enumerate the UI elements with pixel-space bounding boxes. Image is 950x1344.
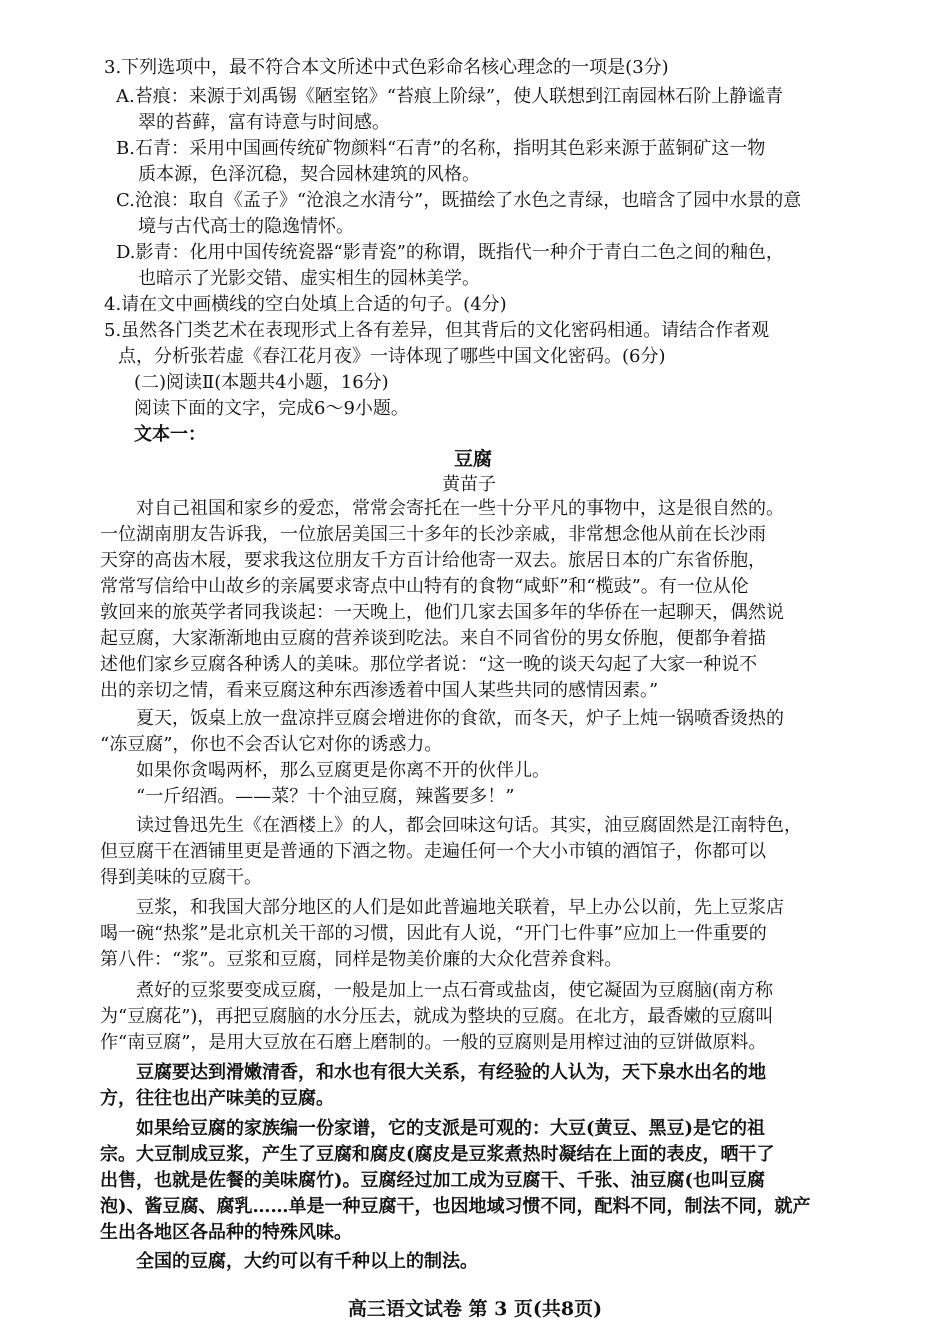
article-line: 泡)、酱豆腐、腐乳……单是一种豆腐干，也因地域习惯不同，配料不同，制法不同，就产 [100,1196,811,1217]
article-line: 对自己祖国和家乡的爱恋，常常会寄托在一些十分平凡的事物中，这是很自然的。 [136,498,784,519]
article-line: 作“南豆腐”，是用大豆放在石磨上磨制的。一般的豆腐则是用榨过油的豆饼做原料。 [100,1032,767,1053]
article-line: 如果给豆腐的家族编一份家谱，它的支派是可观的：大豆(黄豆、黑豆)是它的祖 [136,1118,766,1139]
question-3-option-a-cont: 翠的苔藓，富有诗意与时间感。 [138,112,390,133]
section-instruction: 阅读下面的文字，完成6～9小题。 [134,398,409,419]
text-one-label: 文本一： [134,424,206,445]
question-3-option-c-cont: 境与古代高士的隐逸情怀。 [138,216,354,237]
article-line: 但豆腐干在酒铺里更是普通的下酒之物。走遍任何一个大小市镇的酒馆子，你都可以 [100,841,766,862]
question-3-option-c: C.沧浪：取自《孟子》“沧浪之水清兮”，既描绘了水色之青绿，也暗含了园中水景的意 [116,190,802,211]
section-heading: (二)阅读Ⅱ(本题共4小题，16分) [134,372,389,393]
question-4: 4.请在文中画横线的空白处填上合适的句子。(4分) [104,294,507,315]
article-line: 夏天，饭桌上放一盘凉拌豆腐会增进你的食欲，而冬天，炉子上炖一锅喷香烫热的 [136,708,784,729]
article-line: 如果你贪喝两杯，那么豆腐更是你离不开的伙伴儿。 [136,760,550,781]
question-3-option-a: A.苔痕：来源于刘禹锡《陋室铭》“苔痕上阶绿”，使人联想到江南园林石阶上静谧青 [116,86,784,107]
article-line: 方，往往也出产味美的豆腐。 [100,1088,334,1109]
article-author: 黄苗子 [442,474,496,495]
article-line: 出的亲切之情，看来豆腐这种东西渗透着中国人某些共同的感情因素。” [100,680,659,701]
article-line: 第八件：“浆”。豆浆和豆腐，同样是物美价廉的大众化营养食料。 [100,949,623,970]
article-line: 得到美味的豆腐干。 [100,867,262,888]
article-line: “一斤绍酒。——菜？十个油豆腐，辣酱要多！” [136,786,515,807]
question-5-cont: 点，分析张若虚《春江花月夜》一诗体现了哪些中国文化密码。(6分) [118,346,666,367]
page-footer: 高三语文试卷 第 3 页(共8页) [347,1298,603,1320]
question-3-option-d-cont: 也暗示了光影交错、虚实相生的园林美学。 [138,268,480,289]
article-line: “冻豆腐”，你也不会否认它对你的诱惑力。 [100,734,443,755]
article-line: 起豆腐，大家渐渐地由豆腐的营养谈到吃法。来自不同省份的男女侨胞，便都争着描 [100,628,766,649]
article-line: 为“豆腐花”)，再把豆腐脑的水分压去，就成为整块的豆腐。在北方，最香嫩的豆腐叫 [100,1006,774,1027]
question-3-option-b: B.石青：采用中国画传统矿物颜料“石青”的名称，指明其色彩来源于蓝铜矿这一物 [116,138,766,159]
article-line: 豆腐要达到滑嫩清香，和水也有很大关系，有经验的人认为，天下泉水出名的地 [136,1062,766,1083]
article-line: 豆浆，和我国大部分地区的人们是如此普遍地关联着，早上办公以前，先上豆浆店 [136,897,784,918]
article-line: 敦回来的旅英学者同我谈起：一天晚上，他们几家去国多年的华侨在一起聊天，偶然说 [100,602,784,623]
question-3-stem: 3.下列选项中，最不符合本文所述中式色彩命名核心理念的一项是(3分) [104,57,669,78]
question-3-option-b-cont: 质本源，色泽沉稳，契合园林建筑的风格。 [138,164,480,185]
question-5: 5.虽然各门类艺术在表现形式上各有差异，但其背后的文化密码相通。请结合作者观 [104,320,770,341]
article-line: 喝一碗“热浆”是北京机关干部的习惯，因此有人说，“开门七件事”应加上一件重要的 [100,923,767,944]
article-line: 宗。大豆制成豆浆，产生了豆腐和腐皮(腐皮是豆浆煮热时凝结在上面的表皮，晒干了 [100,1144,775,1165]
article-line: 述他们家乡豆腐各种诱人的美味。那位学者说：“这一晚的谈天勾起了大家一种说不 [100,654,758,675]
article-line: 读过鲁迅先生《在酒楼上》的人，都会回味这句话。其实，油豆腐固然是江南特色， [136,815,802,836]
article-line: 生出各地区各品种的特殊风味。 [100,1222,352,1243]
article-line: 出售，也就是佐餐的美味腐竹)。豆腐经过加工成为豆腐干、千张、油豆腐(也叫豆腐 [100,1170,766,1191]
article-line: 全国的豆腐，大约可以有千种以上的制法。 [136,1251,478,1272]
article-title: 豆腐 [454,448,493,470]
article-line: 一位湖南朋友告诉我，一位旅居美国三十多年的长沙亲戚，非常想念他从前在长沙雨 [100,524,766,545]
question-3-option-d: D.影青：化用中国传统瓷器“影青瓷”的称谓，既指代一种介于青白二色之间的釉色， [116,242,784,263]
article-line: 煮好的豆浆要变成豆腐，一般是加上一点石膏或盐卤，使它凝固为豆腐脑(南方称 [136,980,774,1001]
article-line: 常常写信给中山故乡的亲属要求寄点中山特有的食物“咸虾”和“榄豉”。有一位从伦 [100,576,749,597]
article-line: 天穿的高齿木屐，要求我这位朋友千方百计给他寄一双去。旅居日本的广东省侨胞， [100,550,766,571]
